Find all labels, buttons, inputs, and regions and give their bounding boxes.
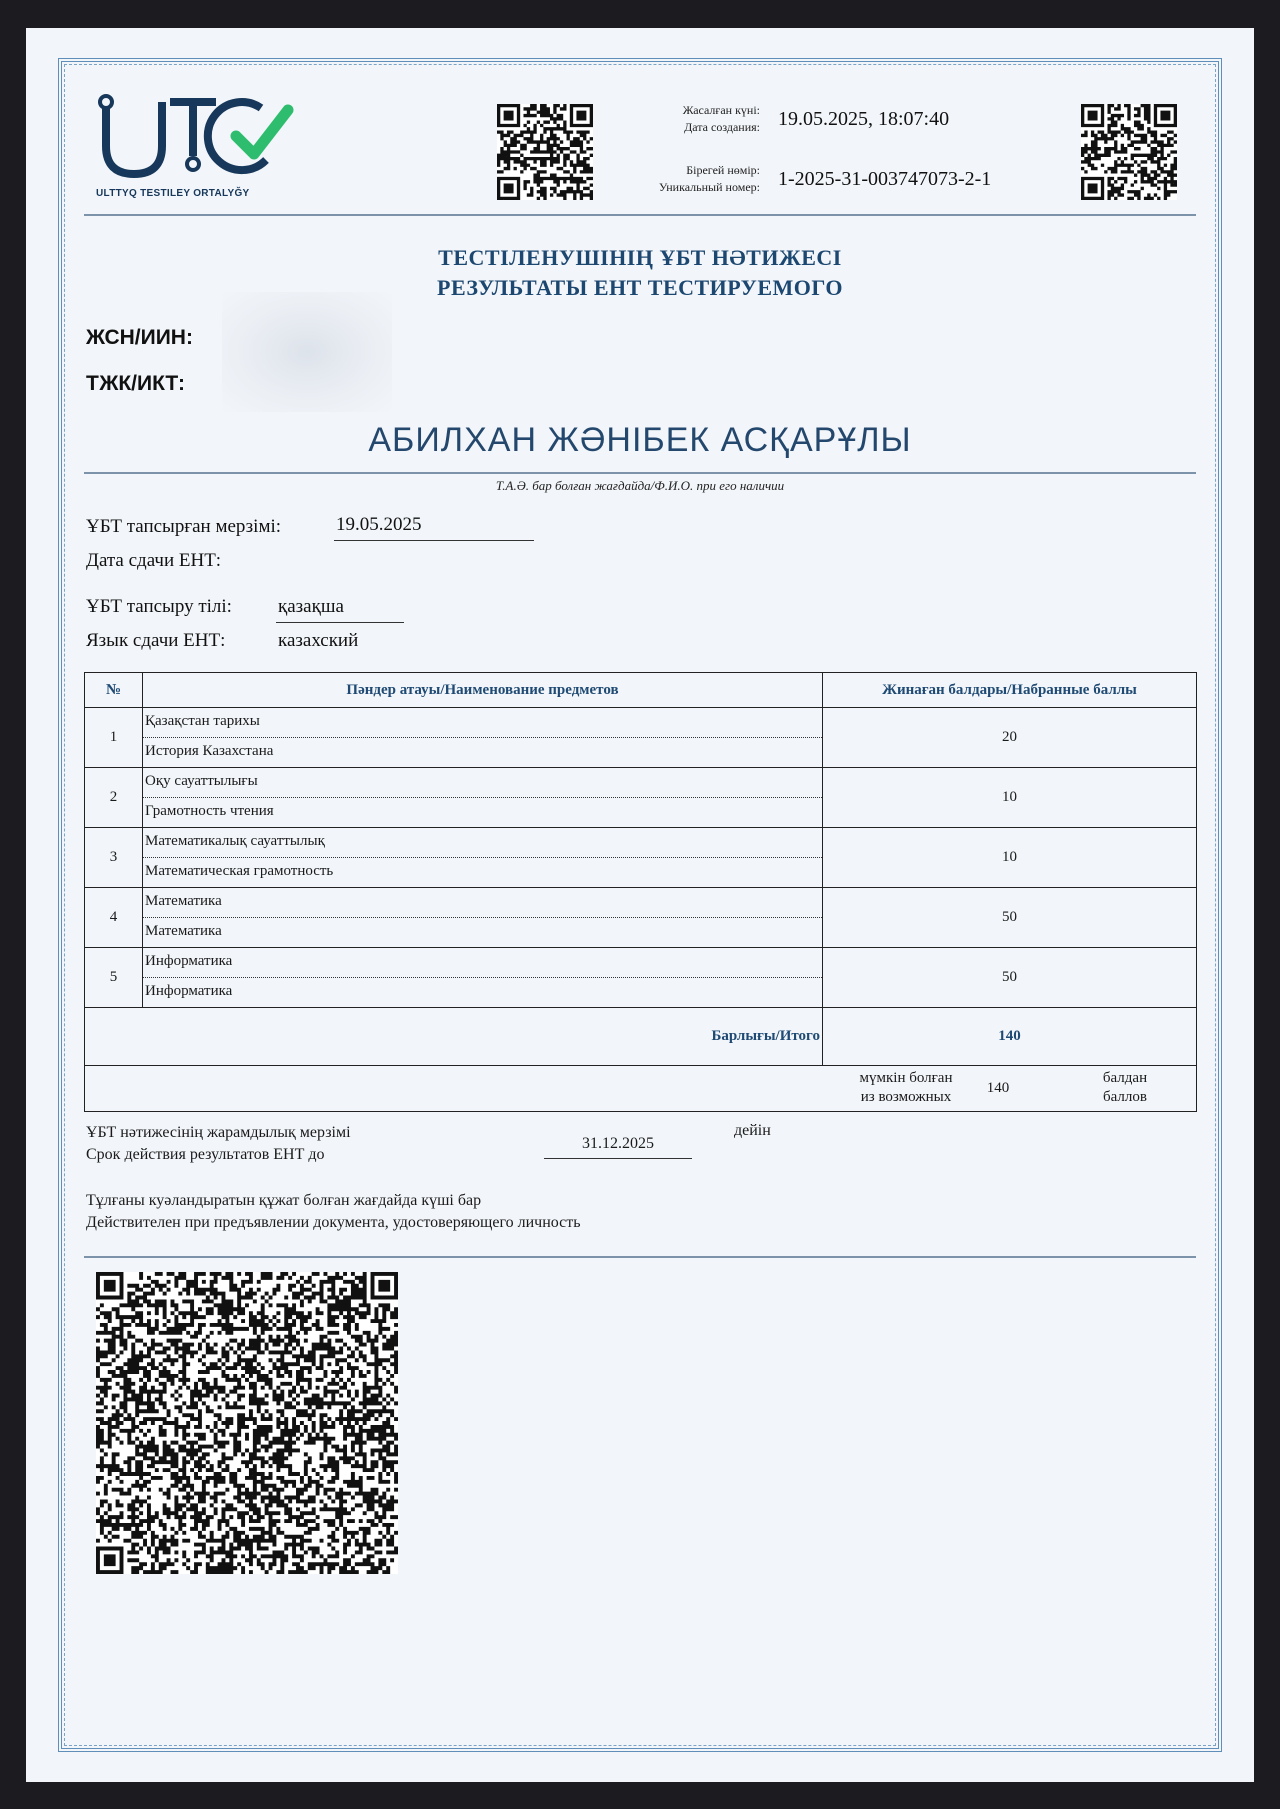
exam-date-underline bbox=[334, 540, 534, 541]
row-num: 2 bbox=[85, 768, 143, 828]
header-subject: Пәндер атауы/Наименование предметов bbox=[143, 673, 823, 708]
footer-divider bbox=[84, 1256, 1196, 1258]
subject-kz: Математикалық сауаттылық bbox=[143, 828, 822, 858]
exam-lang-label-ru: Язык сдачи ЕНТ: bbox=[86, 630, 226, 651]
name-underline bbox=[84, 472, 1196, 474]
created-value: 19.05.2025, 18:07:40 bbox=[778, 108, 950, 130]
created-label-kz: Жасалған күні: bbox=[682, 103, 760, 117]
notice-ru: Действителен при предъявлении документа, удостоверяющего личность bbox=[86, 1214, 581, 1231]
subject-kz: Оқу сауаттылығы bbox=[143, 768, 822, 798]
notice-kz: Тұлғаны куәландыратын құжат болған жағдайда күші бар bbox=[86, 1192, 482, 1209]
table-header bbox=[85, 673, 1197, 708]
logo-org-name: ULTTYQ TESTILEY ORTALYĞY bbox=[96, 188, 250, 199]
table-row bbox=[85, 828, 1197, 888]
row-num: 4 bbox=[85, 888, 143, 948]
table-row bbox=[85, 888, 1197, 948]
unique-label-kz: Бірегей нөмір: bbox=[686, 163, 760, 177]
validity-underline bbox=[544, 1158, 692, 1159]
subject-ru: Математическая грамотность bbox=[145, 863, 334, 879]
redacted-id-blur bbox=[222, 292, 392, 412]
subject-score: 10 bbox=[823, 768, 1197, 828]
unique-label-ru: Уникальный номер: bbox=[658, 180, 760, 194]
header-score: Жинаған балдары/Набранные баллы bbox=[823, 673, 1197, 708]
validity-until: дейін bbox=[734, 1122, 771, 1139]
points-label-ru: баллов bbox=[1103, 1089, 1147, 1105]
subject-score: 50 bbox=[823, 888, 1197, 948]
table-row bbox=[85, 948, 1197, 1008]
qr-code-icon-top-left bbox=[497, 104, 593, 200]
validity-date: 31.12.2025 bbox=[582, 1135, 654, 1152]
table-row bbox=[85, 768, 1197, 828]
possible-row bbox=[85, 1066, 1197, 1112]
subject-kz: Математика bbox=[143, 888, 822, 918]
subject-score: 20 bbox=[823, 708, 1197, 768]
results-table bbox=[84, 672, 1197, 1112]
row-num: 5 bbox=[85, 948, 143, 1008]
total-row bbox=[85, 1008, 1197, 1066]
subject-ru: Математика bbox=[145, 923, 222, 939]
exam-date-label-kz: ҰБТ тапсырған мерзімі: bbox=[86, 516, 282, 537]
exam-lang-underline bbox=[276, 622, 404, 623]
subject-ru: История Казахстана bbox=[145, 743, 274, 759]
ikt-label: ТЖК/ИКТ: bbox=[86, 372, 185, 395]
iin-label: ЖСН/ИИН: bbox=[86, 326, 193, 349]
total-value: 140 bbox=[823, 1008, 1197, 1066]
row-num: 1 bbox=[85, 708, 143, 768]
possible-label-kz: мүмкін болған bbox=[859, 1070, 953, 1086]
exam-date-label-ru: Дата сдачи ЕНТ: bbox=[86, 550, 222, 571]
title-ru: РЕЗУЛЬТАТЫ ЕНТ ТЕСТИРУЕМОГО bbox=[437, 275, 843, 300]
row-num: 3 bbox=[85, 828, 143, 888]
subject-score: 10 bbox=[823, 828, 1197, 888]
table-row bbox=[85, 708, 1197, 768]
title-kz: ТЕСТІЛЕНУШІНІҢ ҰБТ НӘТИЖЕСІ bbox=[438, 245, 842, 270]
validity-label-ru: Срок действия результатов ЕНТ до bbox=[86, 1146, 325, 1163]
possible-label-ru: из возможных bbox=[860, 1089, 952, 1105]
header-divider bbox=[84, 214, 1196, 216]
created-label-ru: Дата создания: bbox=[684, 120, 760, 134]
unique-number-value: 1-2025-31-003747073-2-1 bbox=[778, 168, 992, 190]
exam-lang-value-ru: казахский bbox=[278, 630, 359, 651]
subject-score: 50 bbox=[823, 948, 1197, 1008]
header-num: № bbox=[85, 673, 143, 708]
possible-value: 140 bbox=[986, 1080, 1010, 1096]
total-label: Барлығы/Итого bbox=[85, 1008, 823, 1066]
subject-kz: Қазақстан тарихы bbox=[143, 708, 822, 738]
exam-lang-value-kz: қазақша bbox=[278, 596, 344, 617]
name-note: Т.А.Ә. бар болған жағдайда/Ф.И.О. при его наличии bbox=[495, 478, 785, 493]
full-name: АБИЛХАН ЖӘНІБЕК АСҚАРҰЛЫ bbox=[368, 421, 912, 459]
subject-kz: Информатика bbox=[143, 948, 822, 978]
subject-ru: Информатика bbox=[145, 983, 233, 999]
exam-lang-label-kz: ҰБТ тапсыру тілі: bbox=[86, 596, 232, 617]
exam-date-value: 19.05.2025 bbox=[336, 514, 422, 535]
validity-label-kz: ҰБТ нәтижесінің жарамдылық мерзімі bbox=[86, 1124, 351, 1141]
utc-logo-icon bbox=[96, 94, 296, 184]
points-label-kz: балдан bbox=[1102, 1070, 1148, 1086]
qr-code-icon-top-right bbox=[1081, 104, 1177, 200]
subject-ru: Грамотность чтения bbox=[145, 803, 274, 819]
qr-code-icon-large bbox=[96, 1272, 398, 1574]
